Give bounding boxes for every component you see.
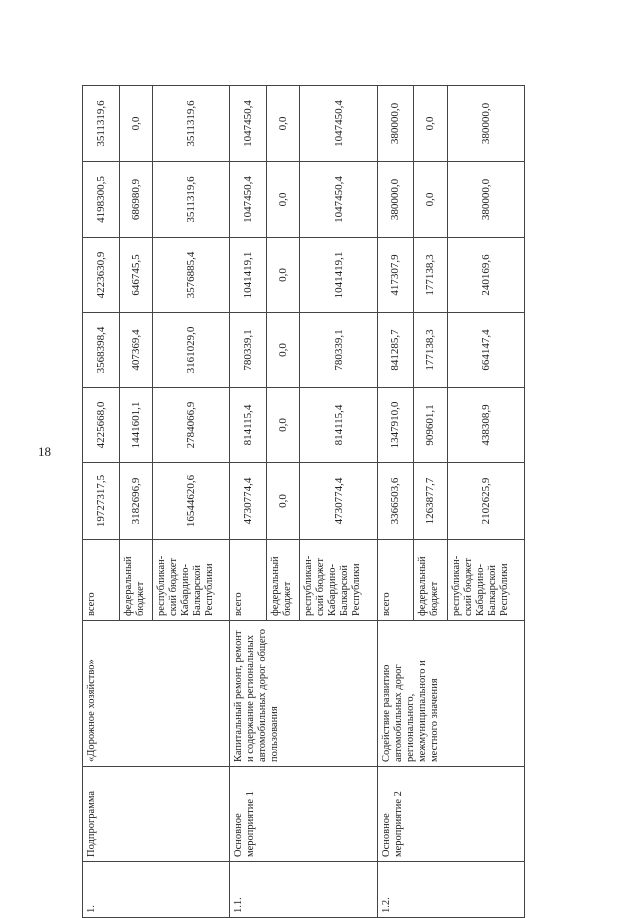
amount-cell: 814115,4 [300, 388, 377, 463]
status-cell: Основное мероприятие 1 [230, 767, 377, 862]
amount-cell: 841285,7 [377, 313, 414, 388]
amount-cell: 664147,4 [447, 313, 524, 388]
amount-cell: 3511319,6 [153, 86, 230, 162]
amount-cell: 4225668,0 [83, 388, 120, 463]
amount-cell: 0,0 [266, 388, 300, 463]
amount-cell: 16544620,6 [153, 463, 230, 540]
funding-source-cell: республикан-ский бюджет Кабардино-Балкарской Республики [153, 540, 230, 621]
funding-source-cell: республикан-ский бюджет Кабардино-Балкарской Республики [447, 540, 524, 621]
amount-cell: 438308,9 [447, 388, 524, 463]
amount-cell: 380000,0 [447, 86, 524, 162]
amount-cell: 814115,4 [230, 388, 267, 463]
amount-cell: 0,0 [266, 463, 300, 540]
amount-cell: 1047450,4 [230, 86, 267, 162]
amount-cell: 380000,0 [447, 162, 524, 238]
row-number-cell: 1.2. [377, 862, 524, 918]
amount-cell: 1041419,1 [300, 238, 377, 313]
amount-cell: 380000,0 [377, 162, 414, 238]
amount-cell: 646745,5 [119, 238, 153, 313]
funding-source-cell: федеральный бюджет [119, 540, 153, 621]
amount-cell: 3511319,6 [83, 86, 120, 162]
status-cell: Подпрограмма [83, 767, 230, 862]
amount-cell: 417307,9 [377, 238, 414, 313]
amount-cell: 0,0 [266, 238, 300, 313]
amount-cell: 1047450,4 [300, 162, 377, 238]
name-cell: Капитальный ремонт, ремонт и содержание региональных автомобильных дорог общего пользования [230, 621, 377, 767]
funding-source-cell: всего [230, 540, 267, 621]
amount-cell: 3511319,6 [153, 162, 230, 238]
funding-source-cell: всего [83, 540, 120, 621]
amount-cell: 3366503,6 [377, 463, 414, 540]
amount-cell: 1347910,0 [377, 388, 414, 463]
name-cell: «Дорожное хозяйство» [83, 621, 230, 767]
table-row [230, 86, 267, 918]
amount-cell: 3568398,4 [83, 313, 120, 388]
funding-source-cell: всего [377, 540, 414, 621]
status-cell: Основное мероприятие 2 [377, 767, 524, 862]
amount-cell: 2784066,9 [153, 388, 230, 463]
amount-cell: 909601,1 [414, 388, 448, 463]
amount-cell: 1263877,7 [414, 463, 448, 540]
amount-cell: 4198300,5 [83, 162, 120, 238]
page-number: 18 [38, 444, 51, 459]
row-number-cell: 1. [83, 862, 230, 918]
amount-cell: 0,0 [266, 313, 300, 388]
amount-cell: 3576885,4 [153, 238, 230, 313]
amount-cell: 0,0 [266, 86, 300, 162]
amount-cell: 0,0 [414, 162, 448, 238]
amount-cell: 1047450,4 [300, 86, 377, 162]
amount-cell: 177138,3 [414, 313, 448, 388]
amount-cell: 240169,6 [447, 238, 524, 313]
amount-cell: 4730774,4 [230, 463, 267, 540]
amount-cell: 177138,3 [414, 238, 448, 313]
amount-cell: 2102625,9 [447, 463, 524, 540]
row-number-cell: 1.1. [230, 862, 377, 918]
amount-cell: 1041419,1 [230, 238, 267, 313]
amount-cell: 780339,1 [300, 313, 377, 388]
amount-cell: 780339,1 [230, 313, 267, 388]
funding-source-cell: федеральный бюджет [266, 540, 300, 621]
name-cell: Содействие развитию автомобильных дорог регионального, межмуниципального и местного значения [377, 621, 524, 767]
amount-cell: 0,0 [414, 86, 448, 162]
amount-cell: 1047450,4 [230, 162, 267, 238]
amount-cell: 407369,4 [119, 313, 153, 388]
amount-cell: 4730774,4 [300, 463, 377, 540]
amount-cell: 0,0 [266, 162, 300, 238]
table-row [377, 86, 414, 918]
amount-cell: 380000,0 [377, 86, 414, 162]
amount-cell: 1441601,1 [119, 388, 153, 463]
amount-cell: 686980,9 [119, 162, 153, 238]
budget-table [82, 85, 525, 918]
rotated-table-container [82, 86, 525, 918]
table-row [83, 86, 120, 918]
amount-cell: 3161029,0 [153, 313, 230, 388]
amount-cell: 19727317,5 [83, 463, 120, 540]
funding-source-cell: республикан-ский бюджет Кабардино-Балкарской Республики [300, 540, 377, 621]
funding-source-cell: федеральный бюджет [414, 540, 448, 621]
amount-cell: 0,0 [119, 86, 153, 162]
amount-cell: 4223630,9 [83, 238, 120, 313]
amount-cell: 3182696,9 [119, 463, 153, 540]
